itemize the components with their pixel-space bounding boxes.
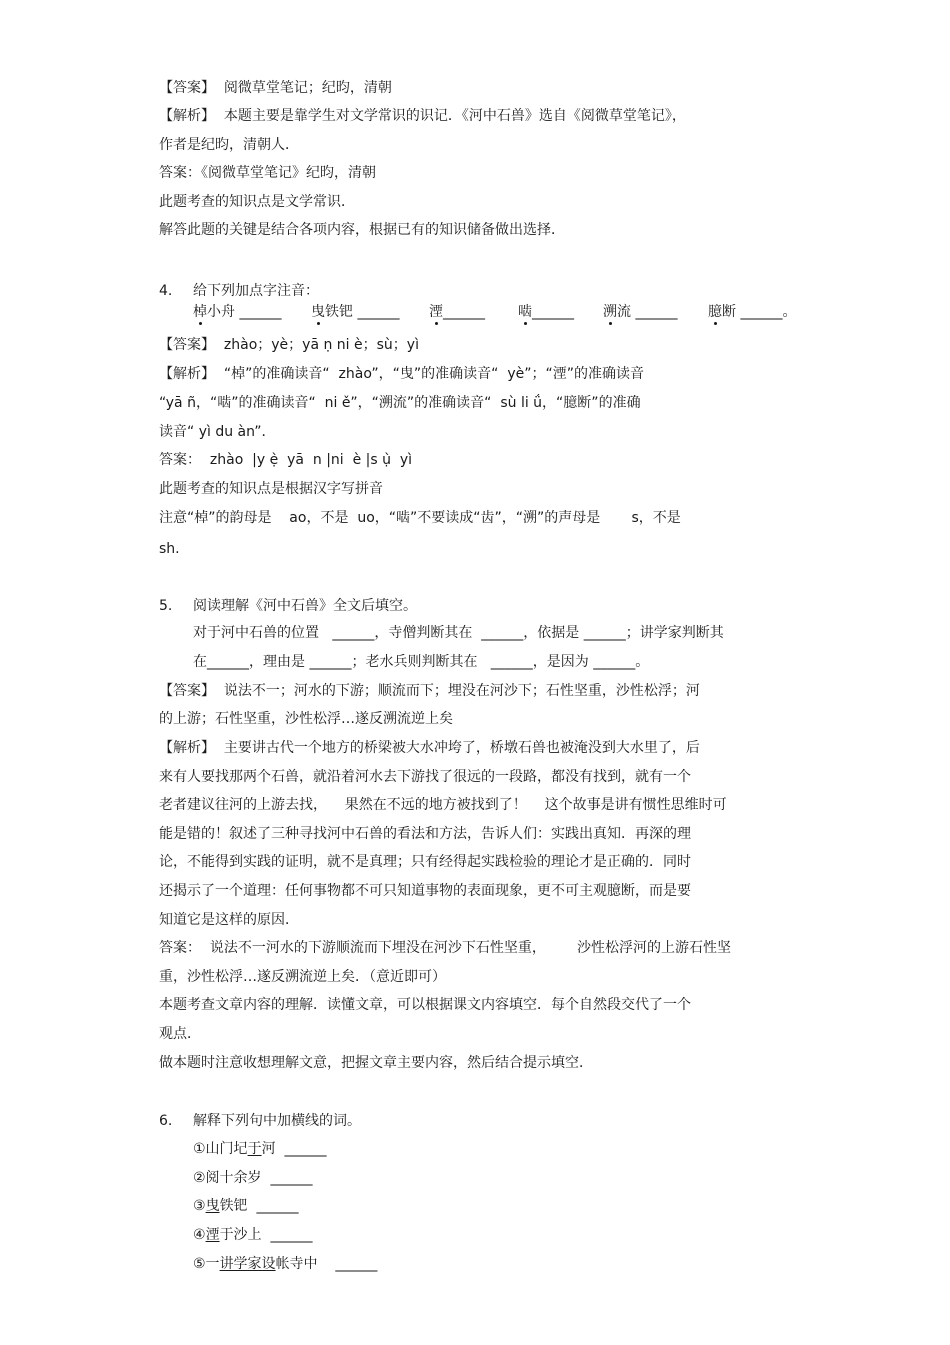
q4-analysis-1: 【解析】 “棹”的准确读音“ zhào”，“曳”的准确读音“ yè”；“湮”的准确读音: [159, 366, 644, 382]
q4-item-4: [518, 303, 574, 321]
q5-analysis-4: 能是错的！叙述了三种寻找河中石兽的看法和方法，告诉人们：实践出真知．再深的理: [159, 826, 691, 842]
q6-item-1-pre: ①山门圮: [193, 1141, 248, 1157]
s3-analysis-5: 解答此题的关键是结合各项内容，根据已有的知识储备做出选择．: [159, 222, 565, 238]
q4-item-6-char: 臆: [708, 304, 722, 320]
q6-item-1: [193, 1140, 326, 1158]
q6-item-5-underlined: 讲学家设: [219, 1256, 276, 1272]
q5-body-2: 在______，理由是 ______；老水兵则判断其在 ______，是因为 ______。: [193, 654, 650, 670]
q6-item-2: [193, 1169, 312, 1187]
q4-item-3-char: 湮: [429, 304, 443, 320]
q5-analysis-3: 老者建议往河的上游去找， 果然在不远的地方被找到了！ 这个故事是讲有惯性思维时可: [159, 797, 727, 813]
q5-answer-2: 的上游；石性坚重，沙性松浮…遂反溯流逆上矣: [159, 711, 453, 727]
q6-item-1-post: 河 ______: [261, 1141, 327, 1157]
q4-analysis-3: 读音“ yì du àn”．: [159, 424, 276, 440]
q6-item-5-pre: ⑤一: [193, 1256, 220, 1272]
q4-prompt: 给下列加点字注音：: [193, 283, 319, 299]
q5-analysis-5: 论，不能得到实践的证明，就不是真理；只有经得起实践检验的理论才是正确的．同时: [159, 854, 691, 870]
q4-item-1-char: 棹: [193, 304, 207, 320]
q6-item-3-underlined: 曳: [205, 1198, 220, 1214]
q6-number: 6.: [159, 1113, 173, 1129]
q6-item-3-post: 铁钯 ______: [219, 1198, 299, 1214]
q4-item-5-char: 溯: [603, 304, 617, 320]
q6-item-4-underlined: 湮: [205, 1227, 220, 1243]
q4-analysis-4: 答案： zhào |y ẹ̀ yā n |ni è |s ụ̀ yì: [159, 452, 413, 468]
s3-analysis-1: 【解析】 本题主要是靠学生对文学常识的识记．《河中石兽》选自《阅微草堂笔记》，: [159, 108, 686, 124]
q4-item-3: [429, 303, 485, 321]
q6-item-1-underlined: 于: [247, 1141, 262, 1157]
q5-answer-1: 【答案】 说法不一；河水的下游；顺流而下；埋没在河沙下；石性坚重，沙性松浮；河: [159, 683, 700, 699]
q4-item-5-rest: 流 ______: [617, 304, 678, 320]
q4-analysis-7: sh.: [159, 541, 180, 557]
q5-analysis-1: 【解析】 主要讲古代一个地方的桥梁被大水冲垮了，桥墩石兽也被淹没到大水里了，后: [159, 740, 700, 756]
q6-item-5-post: 帐寺中 ______: [275, 1256, 378, 1272]
q6-item-3: [193, 1197, 298, 1215]
q6-item-3-pre: ③: [193, 1198, 206, 1214]
q6-item-4: [193, 1226, 312, 1244]
s3-analysis-2: 作者是纪昀，清朝人．: [159, 137, 299, 153]
q5-analysis-8: 答案： 说法不一河水的下游顺流而下埋没在河沙下石性坚重， 沙性松浮河的上游石性坚: [159, 940, 732, 956]
q5-prompt: 阅读理解《河中石兽》全文后填空。: [193, 598, 417, 614]
q5-analysis-12: 做本题时注意收想理解文意，把握文章主要内容，然后结合提示填空．: [159, 1055, 593, 1071]
q4-item-1-rest: 小舟 ______: [207, 304, 282, 320]
q5-number: 5.: [159, 598, 173, 614]
q4-item-2-char: 曳: [311, 304, 325, 320]
q4-analysis-2: “yā ñ，“啮”的准确读音“ ni ě”，“溯流”的准确读音“ sù li ǘ，“臆断”的准确: [159, 395, 641, 411]
q5-analysis-7: 知道它是这样的原因．: [159, 912, 299, 928]
q4-item-4-char: 啮: [518, 304, 532, 320]
q6-item-5: [193, 1255, 377, 1273]
q4-item-6: [708, 303, 796, 321]
q5-analysis-6: 还揭示了一个道理：任何事物都不可只知道事物的表面现象，更不可主观臆断，而是要: [159, 883, 691, 899]
q5-analysis-10: 本题考查文章内容的理解．读懂文章，可以根据课文内容填空．每个自然段交代了一个: [159, 997, 691, 1013]
q5-analysis-11: 观点．: [159, 1026, 201, 1042]
s3-answer: 【答案】 阅微草堂笔记；纪昀，清朝: [159, 80, 392, 96]
q5-body-1: 对于河中石兽的位置 ______，寺僧判断其在 ______，依据是 ______；讲学家判断其: [193, 625, 724, 641]
q4-item-1: [193, 303, 281, 321]
q4-item-4-rest: ______: [532, 304, 574, 320]
s3-analysis-4: 此题考查的知识点是文学常识．: [159, 194, 355, 210]
q4-analysis-5: 此题考查的知识点是根据汉字写拼音: [159, 481, 383, 497]
q6-item-4-pre: ④: [193, 1227, 206, 1243]
q4-item-6-rest: 断 ______。: [722, 304, 797, 320]
q5-analysis-9: 重，沙性松浮…遂反溯流逆上矣．（意近即可）: [159, 969, 446, 985]
s3-analysis-3: 答案：《阅微草堂笔记》纪昀，清朝: [159, 165, 376, 181]
q5-analysis-2: 来有人要找那两个石兽，就沿着河水去下游找了很远的一段路，都没有找到，就有一个: [159, 769, 691, 785]
q6-prompt: 解释下列句中加横线的词。: [193, 1113, 361, 1129]
q4-analysis-6: 注意“棹”的韵母是 ao，不是 uo，“啮”不要读成“齿”，“溯”的声母是 s，不是: [159, 510, 681, 526]
q6-item-4-post: 于沙上 ______: [219, 1227, 313, 1243]
q4-item-2: [311, 303, 399, 321]
q4-item-3-rest: ______: [443, 304, 485, 320]
q4-item-2-rest: 铁钯 ______: [325, 304, 400, 320]
q6-item-2-post: ______: [270, 1170, 313, 1186]
q4-number: 4.: [159, 283, 173, 299]
q4-answer: 【答案】 zhào；yè；yā ṇ ni è；sù；yì: [159, 337, 419, 353]
q4-item-5: [603, 303, 677, 321]
q6-item-2-pre: ②阅十余岁: [193, 1170, 271, 1186]
